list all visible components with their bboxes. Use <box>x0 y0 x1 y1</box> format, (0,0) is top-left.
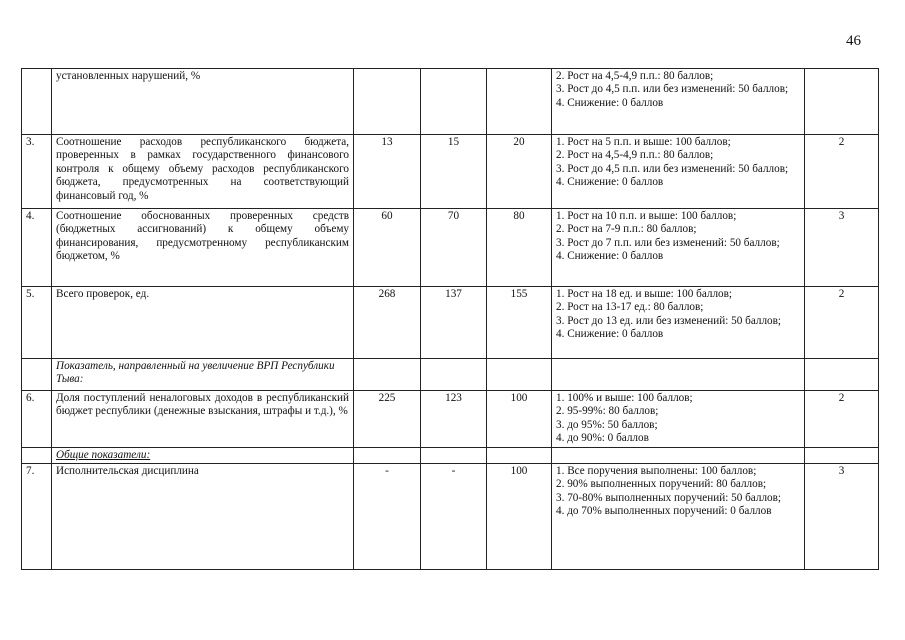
page-number: 46 <box>846 33 861 49</box>
criteria-line: 3. Рост до 7 п.п. или без изменений: 50 баллов; <box>556 236 780 249</box>
value-year-1: 60 <box>354 209 421 287</box>
criteria-line: 1. 100% и выше: 100 баллов; <box>556 392 693 404</box>
criteria-cell <box>552 391 805 448</box>
criteria-line: 3. 70-80% выполненных поручений: 50 баллов; <box>556 491 782 504</box>
value-year-2: 123 <box>421 391 487 448</box>
value-year-2: 137 <box>421 287 487 359</box>
value-year-3: 20 <box>487 135 552 209</box>
table-row <box>22 69 879 135</box>
empty-cell <box>552 447 805 463</box>
criteria-line: 4. Снижение: 0 баллов <box>556 96 664 109</box>
value-year-1: 13 <box>354 135 421 209</box>
empty-cell <box>805 359 879 391</box>
criteria-line: 1. Рост на 10 п.п. и выше: 100 баллов; <box>556 210 737 222</box>
indicator-name: Соотношение обоснованных проверенных средств (бюджетных ассигнований) к общему объему финансирования, предусмотренному республиканским бюджетом, % <box>52 209 354 287</box>
value-year-3: 100 <box>487 464 552 570</box>
score-cell: 2 <box>805 287 879 359</box>
indicator-name: Доля поступлений неналоговых доходов в республиканский бюджет республики (денежные взыскания, штрафы и т.д.), % <box>52 391 354 448</box>
value-year-2: - <box>421 464 487 570</box>
value-year-1: 225 <box>354 391 421 448</box>
criteria-cell <box>552 135 805 209</box>
criteria-line: 4. до 70% выполненных поручений: 0 баллов <box>556 505 772 518</box>
value-year-3: 100 <box>487 391 552 448</box>
section-title-text: Показатель, направленный на увеличение ВРП Республики Тыва: <box>56 360 335 386</box>
empty-cell <box>354 359 421 391</box>
table-row <box>22 209 879 287</box>
value-year-1: 268 <box>354 287 421 359</box>
indicator-name: Всего проверок, ед. <box>52 287 354 359</box>
indicator-name: Соотношение расходов республиканского бюджета, проверенных в рамках государственного финансового контроля к общему объему расходов республиканского бюджета, предусмотренных на соответствующий финансовый год, % <box>52 135 354 209</box>
row-number <box>22 69 52 135</box>
value-year-2: 15 <box>421 135 487 209</box>
criteria-line: 2. Рост на 13-17 ед.: 80 баллов; <box>556 301 704 314</box>
criteria-line: 2. Рост на 4,5-4,9 п.п.: 80 баллов; <box>556 149 714 162</box>
criteria-line: 3. до 95%: 50 баллов; <box>556 418 658 431</box>
value-year-1 <box>354 69 421 135</box>
row-number: 5. <box>22 287 52 359</box>
indicator-name: Исполнительская дисциплина <box>52 464 354 570</box>
criteria-cell <box>552 209 805 287</box>
indicators-table <box>21 68 879 570</box>
value-year-3: 155 <box>487 287 552 359</box>
criteria-cell <box>552 464 805 570</box>
value-year-1: - <box>354 464 421 570</box>
criteria-line: 2. 95-99%: 80 баллов; <box>556 405 659 418</box>
criteria-line: 3. Рост до 13 ед. или без изменений: 50 баллов; <box>556 314 782 327</box>
empty-cell <box>805 447 879 463</box>
value-year-3 <box>487 69 552 135</box>
row-number: 4. <box>22 209 52 287</box>
criteria-cell <box>552 69 805 135</box>
table-row <box>22 391 879 448</box>
empty-cell <box>354 447 421 463</box>
row-number: 6. <box>22 391 52 448</box>
score-cell: 2 <box>805 135 879 209</box>
criteria-line: 2. 90% выполненных поручений: 80 баллов; <box>556 478 767 491</box>
score-cell: 3 <box>805 464 879 570</box>
value-year-2: 70 <box>421 209 487 287</box>
table-row <box>22 464 879 570</box>
criteria-cell <box>552 287 805 359</box>
empty-cell <box>552 359 805 391</box>
criteria-line: 3. Рост до 4,5 п.п. или без изменений: 50 баллов; <box>556 162 789 175</box>
empty-cell <box>421 447 487 463</box>
table-row <box>22 135 879 209</box>
score-cell: 2 <box>805 391 879 448</box>
table-row <box>22 287 879 359</box>
empty-cell <box>487 359 552 391</box>
empty-cell <box>421 359 487 391</box>
value-year-2 <box>421 69 487 135</box>
criteria-line: 1. Рост на 18 ед. и выше: 100 баллов; <box>556 288 733 300</box>
score-cell <box>805 69 879 135</box>
row-number: 7. <box>22 464 52 570</box>
section-title <box>52 447 354 463</box>
number-cell <box>22 359 52 391</box>
criteria-line: 4. до 90%: 0 баллов <box>556 432 649 445</box>
section-row <box>22 359 879 391</box>
criteria-line: 4. Снижение: 0 баллов <box>556 176 664 189</box>
row-number: 3. <box>22 135 52 209</box>
criteria-line: 2. Рост на 7-9 п.п.: 80 баллов; <box>556 223 697 236</box>
number-cell <box>22 447 52 463</box>
criteria-line: 4. Снижение: 0 баллов <box>556 250 664 263</box>
criteria-line: 1. Все поручения выполнены: 100 баллов; <box>556 465 757 478</box>
score-cell: 3 <box>805 209 879 287</box>
criteria-line: 2. Рост на 4,5-4,9 п.п.: 80 баллов; <box>556 70 714 82</box>
section-title-text: Общие показатели: <box>56 448 151 461</box>
section-row <box>22 447 879 463</box>
section-title <box>52 359 354 391</box>
criteria-line: 3. Рост до 4,5 п.п. или без изменений: 50 баллов; <box>556 83 789 96</box>
criteria-line: 4. Снижение: 0 баллов <box>556 328 664 341</box>
indicator-name: установленных нарушений, % <box>52 69 354 135</box>
value-year-3: 80 <box>487 209 552 287</box>
criteria-line: 1. Рост на 5 п.п. и выше: 100 баллов; <box>556 136 731 148</box>
empty-cell <box>487 447 552 463</box>
